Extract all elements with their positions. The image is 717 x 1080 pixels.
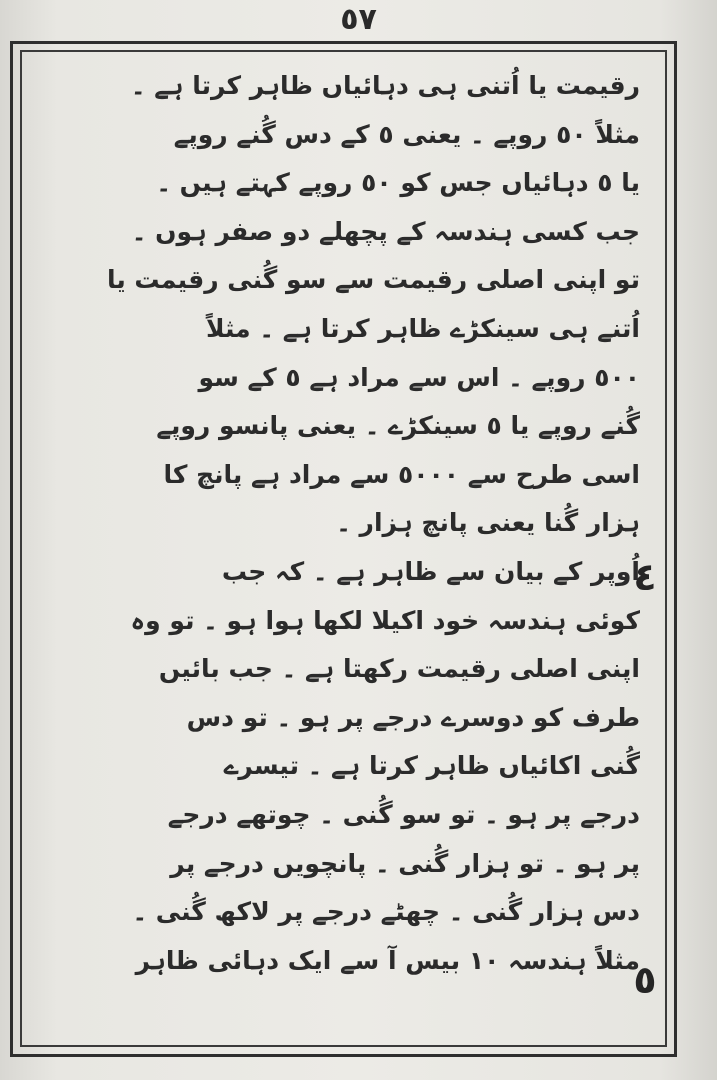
text-line: اسی طرح سے ٥٠٠٠ سے مراد ہے پانچ کا <box>163 459 640 489</box>
body-text <box>40 62 640 1037</box>
text-line: گُنی اکائیاں ظاہر کرتا ہے ۔ تیسرے <box>223 751 640 781</box>
text-line: جب کسی ہندسہ کے پچھلے دو صفر ہوں ۔ <box>131 216 640 246</box>
text-line: ہزار گُنا یعنی پانچ ہزار ۔ <box>336 508 640 538</box>
text-line: مثلاً ٥٠ روپے ۔ یعنی ٥ کے دس گُنے روپے <box>173 119 640 149</box>
text-line: کوئی ہندسہ خود اکیلا لکھا ہوا ہو ۔ تو وہ <box>130 605 640 635</box>
text-line: پر ہو ۔ تو ہزار گُنی ۔ پانچویں درجے پر <box>170 848 640 878</box>
text-line: اپنی اصلی رقیمت رکھتا ہے ۔ جب بائیں <box>158 654 640 684</box>
text-line: اُتنے ہی سینکڑے ظاہر کرتا ہے ۔ مثلاً <box>205 313 640 343</box>
margin-section-number: ٥ <box>633 958 657 1002</box>
text-line: ٥٠٠ روپے ۔ اس سے مراد ہے ٥ کے سو <box>198 362 640 392</box>
text-line: اُوپر کے بیان سے ظاہر ہے ۔ کہ جب <box>221 556 640 586</box>
text-line: دس ہزار گُنی ۔ چھٹے درجے پر لاکھ گُنی ۔ <box>132 897 640 927</box>
margin-section-number: ٤ <box>633 555 657 599</box>
text-line: تو اپنی اصلی رقیمت سے سو گُنی رقیمت یا <box>106 265 640 295</box>
text-line: یا ٥ دہائیاں جس کو ٥٠ روپے کہتے ہیں ۔ <box>156 168 640 198</box>
text-line: مثلاً ہندسہ ١٠ بیس آ سے ایک دہائی ظاہر <box>135 945 640 975</box>
text-line: طرف کو دوسرے درجے پر ہو ۔ تو دس <box>186 702 640 732</box>
page-number: ٥٧ <box>340 2 377 37</box>
text-line: رقیمت یا اُتنی ہی دہائیاں ظاہر کرتا ہے ۔ <box>130 71 640 100</box>
text-line: درجے پر ہو ۔ تو سو گُنی ۔ چوتھے درجے <box>167 799 640 829</box>
text-line: گُنے روپے یا ٥ سینکڑے ۔ یعنی پانسو روپے <box>156 411 640 441</box>
